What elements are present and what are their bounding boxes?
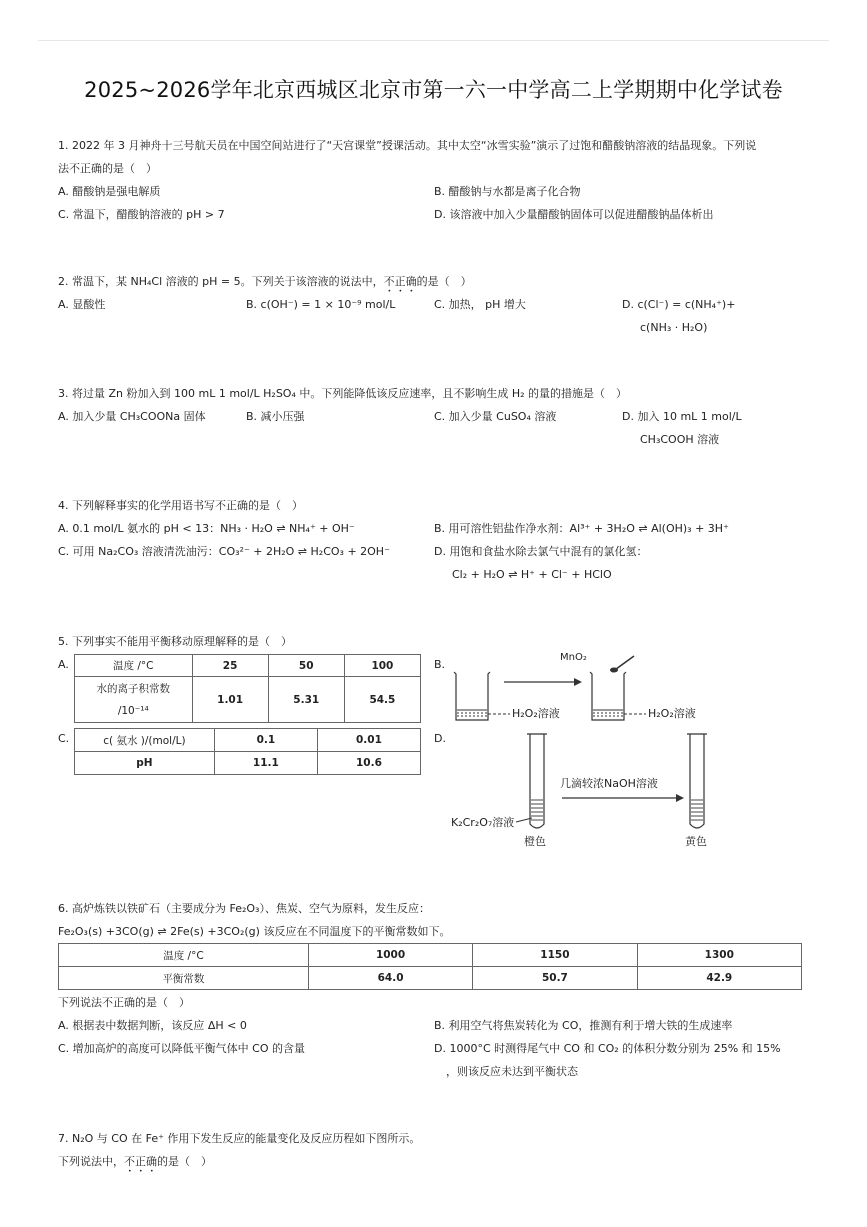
table-cell: 54.5 (344, 677, 420, 723)
q5-table-a (74, 654, 421, 723)
table-cell: 1150 (473, 944, 637, 967)
q6-option-a[interactable]: A. 根据表中数据判断，该反应 ΔH < 0 (58, 1019, 247, 1032)
label-h2o2-right: H₂O₂溶液 (648, 707, 696, 720)
test-tube-left (527, 734, 547, 828)
q7-stem-line2 (58, 1150, 212, 1175)
q4-option-d-cont: Cl₂ + H₂O ⇌ H⁺ + Cl⁻ + HClO (452, 568, 612, 581)
q4-option-a[interactable]: A. 0.1 mol/L 氨水的 pH < 13：NH₃ · H₂O ⇌ NH₄⁺ + OH⁻ (58, 522, 355, 535)
q7-stem-emphasis: 不正确 (124, 1155, 157, 1168)
label-mno2: MnO₂ (560, 652, 587, 663)
label-h2o2-left: H₂O₂溶液 (512, 707, 560, 720)
label-naoh: 几滴较浓NaOH溶液 (560, 777, 658, 790)
q2-stem (58, 270, 472, 295)
q5-option-d-label[interactable]: D. (434, 732, 446, 745)
q2-stem-part3: 的是（ ） (416, 275, 472, 288)
table-cell: 50 (268, 655, 344, 677)
q6-option-b[interactable]: B. 利用空气将焦炭转化为 CO，推测有利于增大铁的生成速率 (434, 1019, 733, 1032)
liquid-left (531, 800, 543, 820)
label-orange: 橙色 (524, 835, 546, 848)
q6-option-c[interactable]: C. 增加高炉的高度可以降低平衡气体中 CO 的含量 (58, 1042, 306, 1055)
table-cell: 0.01 (317, 729, 420, 752)
q2-option-c[interactable]: C. 加热， pH 增大 (434, 298, 526, 311)
table-cell-line: 水的离子积常数 (96, 682, 171, 695)
q1-option-a[interactable]: A. 醋酸钠是强电解质 (58, 185, 161, 198)
q6-option-d[interactable]: D. 1000°C 时测得尾气中 CO 和 CO₂ 的体积分数分别为 25% 和 15% (434, 1042, 781, 1055)
label-yellow: 黄色 (685, 835, 707, 848)
top-divider (38, 40, 829, 41)
q6-table (58, 943, 802, 990)
q5-option-b-label[interactable]: B. (434, 658, 446, 671)
q5-option-a-label[interactable]: A. (58, 658, 69, 671)
table-cell: c( 氨水 )/(mol/L) (75, 729, 215, 752)
table-cell: 42.9 (637, 967, 801, 990)
liquid-right (691, 800, 703, 820)
q1-option-b[interactable]: B. 醋酸钠与水都是离子化合物 (434, 185, 581, 198)
q2-stem-part1: 2. 常温下，某 NH₄Cl 溶液的 pH = 5。下列关于该溶液的说法中， (58, 275, 384, 288)
q6-stem-line3: 下列说法不正确的是（ ） (58, 996, 190, 1009)
table-cell: 1300 (637, 944, 801, 967)
solution-left (457, 710, 487, 716)
q5-table-c (74, 728, 421, 775)
q3-option-b[interactable]: B. 减小压强 (246, 410, 305, 423)
spatula-icon (610, 656, 634, 673)
q2-option-d[interactable]: D. c(Cl⁻) = c(NH₄⁺)+ (622, 298, 736, 311)
page-title: 2025~2026学年北京西城区北京市第一六一中学高二上学期期中化学试卷 (84, 78, 783, 102)
table-cell: 25 (192, 655, 268, 677)
q1-option-c[interactable]: C. 常温下，醋酸钠溶液的 pH > 7 (58, 208, 225, 221)
table-cell: 温度 /°C (59, 944, 309, 967)
q6-stem-line2: Fe₂O₃(s) +3CO(g) ⇌ 2Fe(s) +3CO₂(g) 该反应在不同温度下的平衡常数如下。 (58, 925, 451, 938)
beaker-left (454, 672, 490, 720)
test-tube-right (687, 734, 707, 828)
q7-stem-part3: 的是（ ） (157, 1155, 212, 1168)
table-cell: pH (75, 752, 215, 775)
label-k2cr2o7: K₂Cr₂O₇溶液 (451, 816, 515, 829)
q3-option-c[interactable]: C. 加入少量 CuSO₄ 溶液 (434, 410, 557, 423)
q1-stem-line2: 法不正确的是（ ） (58, 162, 157, 175)
arrow-b (504, 678, 582, 686)
arrow-d (562, 794, 684, 802)
q1-option-d[interactable]: D. 该溶液中加入少量醋酸钠固体可以促进醋酸钠晶体析出 (434, 208, 714, 221)
table-cell: 0.1 (214, 729, 317, 752)
table-cell: 10.6 (317, 752, 420, 775)
q7-stem-line1: 7. N₂O 与 CO 在 Fe⁺ 作用下发生反应的能量变化及反应历程如下图所示。 (58, 1132, 421, 1145)
q2-option-d-cont: c(NH₃ · H₂O) (640, 321, 708, 334)
table-cell: 平衡常数 (59, 967, 309, 990)
q4-option-d[interactable]: D. 用饱和食盐水除去氯气中混有的氯化氢： (434, 545, 648, 558)
q3-stem: 3. 将过量 Zn 粉加入到 100 mL 1 mol/L H₂SO₄ 中。下列能降低该反应速率，且不影响生成 H₂ 的量的措施是（ ） (58, 387, 628, 400)
table-cell: 温度 /°C (75, 655, 193, 677)
q6-option-d-cont: ，则该反应未达到平衡状态 (446, 1065, 578, 1078)
q2-stem-emphasis: 不正确 (383, 275, 417, 288)
q4-option-b[interactable]: B. 用可溶性铝盐作净水剂：Al³⁺ + 3H₂O ⇌ Al(OH)₃ + 3H⁺ (434, 522, 729, 535)
q1-stem-line1: 1. 2022 年 3 月神舟十三号航天员在中国空间站进行了“天宫课堂”授课活动。其中太空“冰雪实验”演示了过饱和醋酸钠溶液的结晶现象。下列说 (58, 139, 757, 152)
q3-option-d-cont: CH₃COOH 溶液 (640, 433, 720, 446)
table-cell: 5.31 (268, 677, 344, 723)
table-cell: 1.01 (192, 677, 268, 723)
q3-option-a[interactable]: A. 加入少量 CH₃COONa 固体 (58, 410, 206, 423)
q2-option-b[interactable]: B. c(OH⁻) = 1 × 10⁻⁹ mol/L (246, 298, 396, 311)
table-cell: 100 (344, 655, 420, 677)
q7-stem-part1: 下列说法中， (58, 1155, 124, 1168)
q3-option-d[interactable]: D. 加入 10 mL 1 mol/L (622, 410, 742, 423)
table-cell: 1000 (308, 944, 472, 967)
q6-stem-line1: 6. 高炉炼铁以铁矿石（主要成分为 Fe₂O₃）、焦炭、空气为原料，发生反应： (58, 902, 430, 915)
q4-stem: 4. 下列解释事实的化学用语书写不正确的是（ ） (58, 499, 303, 512)
beaker-right (590, 672, 626, 720)
table-cell-line: /10⁻¹⁴ (117, 704, 149, 717)
table-cell (75, 677, 193, 723)
table-cell: 50.7 (473, 967, 637, 990)
table-cell: 64.0 (308, 967, 472, 990)
q5-stem: 5. 下列事实不能用平衡移动原理解释的是（ ） (58, 635, 292, 648)
solution-right (593, 710, 623, 716)
q5-option-c-label[interactable]: C. (58, 732, 70, 745)
q4-option-c[interactable]: C. 可用 Na₂CO₃ 溶液清洗油污：CO₃²⁻ + 2H₂O ⇌ H₂CO₃ + 2OH⁻ (58, 545, 390, 558)
q2-option-a[interactable]: A. 显酸性 (58, 298, 106, 311)
table-cell: 11.1 (214, 752, 317, 775)
